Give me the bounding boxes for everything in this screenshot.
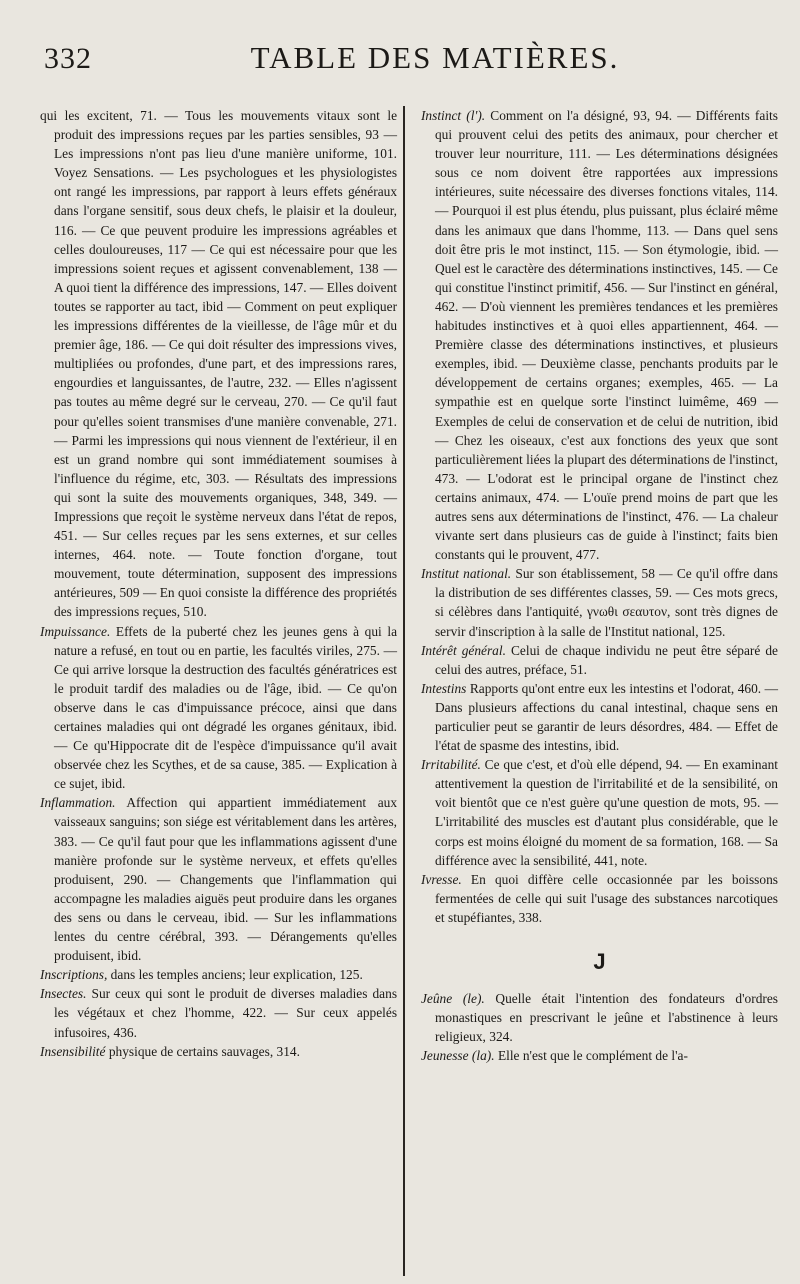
index-entry: Jeunesse (la). Elle n'est que le complément de l'a- — [420, 1048, 688, 1064]
section-letter: J — [593, 949, 606, 975]
left-column — [32, 106, 397, 1276]
index-entry: Insectes. Sur ceux qui sont le produit de diverses maladies dans les végétaux et chez l'homme, 422. — Sur ceux appelés infusoires, 436. — [40, 986, 398, 1040]
page-header — [32, 38, 778, 78]
index-entry: Intérêt général. Celui de chaque individu ne peut être séparé de celui des autres, préface, 51. — [420, 642, 778, 677]
index-entry: Insensibilité physique de certains sauvages, 314. — [40, 1043, 300, 1059]
index-entry: Ivresse. En quoi diffère celle occasionnée par les boissons fermentées de celle qui suit l'usage des substances narcotiques et stupéfiantes, 338. — [420, 871, 778, 925]
index-entry: Impuissance. Effets de la puberté chez les jeunes gens à qui la nature a refusé, en tout ou en partie, les facultés viriles, 275. — Ce qui arrive lorsque la destruction des facultés génératrices est le produit tardif des maladies ou de l'âge, ibid. — Ce qu'on observe dans le cas d'impuissance précoce, ainsi que dans certaines maladies qui ont dégradé les organes génitaux, ibid. — Ce qu'Hippocrate dit de l'espèce d'impuissance qu'il avait observée chez les Scythes, et de sa cause, 385. — Explication à ce sujet, ibid. — [40, 623, 398, 792]
index-entry: qui les excitent, 71. — Tous les mouvements vitaux sont le produit des impressions reçues par les parties sensibles, 93 — Les impressions n'ont pas lieu d'une manière uniforme, 101. Voyez Sensations. — Les psychologues et les physiologistes ont rangé les impressions, par rapport à leurs effets généraux dans l'organe sensitif, sous deux chefs, le plaisir et la douleur, 116. — Ce que peuvent produire les impressions agréables et celles douloureuses, 117 — Ce qui est nécessaire pour que les impressions soient reçues et agissent convenablement, 138 — A quoi tient la différence des impressions, 147. — Elles doivent toutes se rapporter au tact, ibid — Comment on peut expliquer les impressions différentes de la vieillesse, de l'âge mûr et du premier âge, 186. — Ce qui doit résulter des impressions vives, multipliées ou profondes, d'une part, et des impressions rares, engourdies et languissantes, de l'autre, 232. — Elles n'agissent pas toutes au même degré sur le cerveau, 270. — Ce qu'il faut pour qu'elles soient transmises d'une manière convenable, 271. — Parmi les impressions qui nous viennent de l'extérieur, il en est un grand nombre qui sont immédiatement soumises à l'influence du régime, etc, 303. — Résultats des impressions qui sont la suite des mouvements organiques, 348, 349. — Impressions que reçoit le système nerveux dans l'état de repos, 451. — Sur celles reçues par les sens externes, et sur celles internes, 464. note. — Toute fonction d'organe, tout mouvement, toute détermination, supposent des impressions antérieures, 509 — En quoi consiste la différence des propriétés des impressions reçues, 510. — [40, 108, 398, 620]
index-entry: Irritabilité. Ce que c'est, et d'où elle dépend, 94. — En examinant attentivement la question de l'irritabilité et de la sensibilité, on voit bientôt que ce n'est guère qu'une question de mots, 95. — L'irritabilité des muscles est d'autant plus considérable, que le corps est moins éloigné du moment de sa formation, 168. — Sa différence avec la sensibilité, 441, note. — [420, 757, 778, 868]
page-number: 332 — [44, 42, 92, 75]
index-entry: Inflammation. Affection qui appartient immédiatement aux vaisseaux sanguins; son siége est véritablement dans les artères, 383. — Ce qu'il faut pour que les inflammations agissent d'une manière profonde sur le système nerveux, et effets qu'elles produisent, 290. — Changements que l'inflammation qui accompagne les maladies aiguës peut produire dans les organes des sens ou dans le cerveau, ibid. — Sur les inflammations lentes du centre cérébral, 393. — Dérangements qu'elles produisent, ibid. — [40, 795, 398, 964]
column-divider — [403, 106, 405, 1276]
right-column — [411, 106, 778, 1276]
index-entry: Institut national. Sur son établissement, 58 — Ce qu'il offre dans la distribution de ses différentes classes, 59. — Ces mots grecs, si célèbres dans l'antiquité, γνωθι σεαυτον, sont très dignes de servir d'inscription à la salle de l'Institut national, 125. — [420, 566, 778, 639]
two-column-body — [32, 106, 778, 1276]
page-title: TABLE DES MATIÈRES. — [250, 40, 620, 75]
index-entry: Jeûne (le). Quelle était l'intention des fondateurs d'ordres monastiques en prescrivant le jeûne et l'abstinence à leurs religieux, 324. — [420, 991, 778, 1045]
index-entry: Instinct (l'). Comment on l'a désigné, 93, 94. — Différents faits qui prouvent celui des petits des animaux, pour chercher et trouver leur nourriture, 111. — Les déterminations désignées sous ce nom doivent être rapportées aux impressions intérieures, suite nécessaire des diverses fonctions vitales, 114. — Pourquoi il est plus étendu, plus puissant, plus éclairé même dans les animaux que dans l'homme, 113. — Dans quel sens doit être pris le mot instinct, 115. — Son étymologie, ibid. — Quel est le caractère des déterminations instinctives, 145. — Ce qui constitue l'instinct primitif, 456. — Sur l'instinct en général, 462. — D'où viennent les premières tendances et les premières habitudes instinctives et à quoi elles appartiennent, 464. — Première classe des déterminations instinctives, et plusieurs exemples, ibid. — Deuxième classe, penchants produits par le développement de certains organes; exemples, 465. — La sympathie est en quelque sorte l'instinct luimême, 469 — Exemples de celui de conservation et de celui de nutrition, ibid — Chez les oiseaux, c'est aux fonctions des yeux que sont particulièrement liées la plupart des déterminations de l'instinct, 473. — L'odorat est le principal organe de l'instinct chez certains animaux, 474. — L'ouïe prend moins de part que les autres sens aux déterminations de l'instinct, 476. — La chaleur vivante sert dans plusieurs cas de guide à l'instinct; faits bien constants qui le prouvent, 477. — [420, 108, 778, 563]
index-entry: Inscriptions, dans les temples anciens; leur explication, 125. — [40, 967, 363, 983]
index-entry: Intestins Rapports qu'ont entre eux les intestins et l'odorat, 460. — Dans plusieurs affections du canal intestinal, chaque sens en particulier peut se garantir de leurs désordres, 484. — Effet de l'état de spasme des intestins, ibid. — [420, 680, 778, 754]
